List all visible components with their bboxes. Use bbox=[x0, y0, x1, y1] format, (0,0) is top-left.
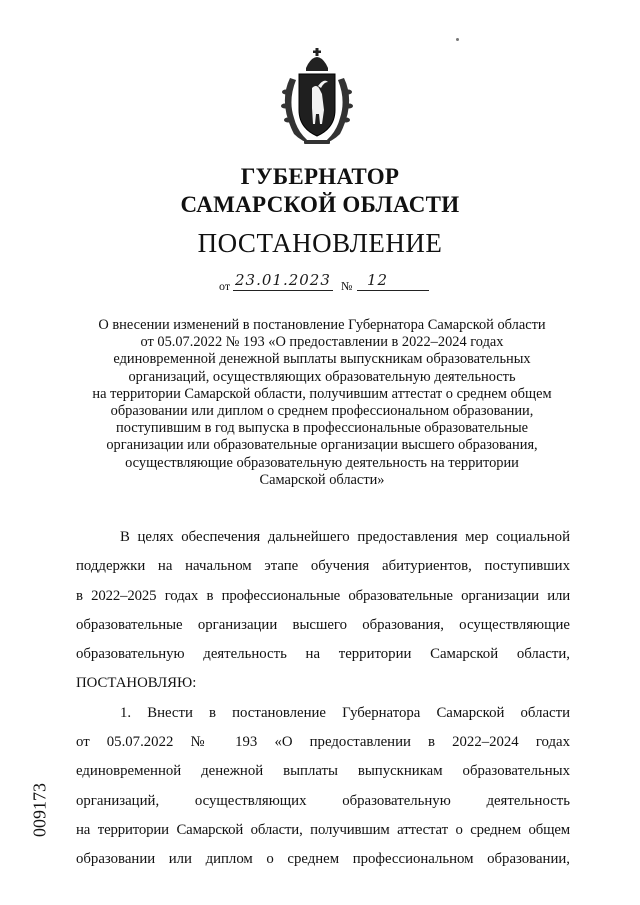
subject-line: организаций, осуществляющих образовательную деятельность bbox=[128, 368, 516, 385]
registration-line bbox=[219, 273, 479, 297]
preamble-line: образовательные организации высшего образования, осуществляющие bbox=[76, 616, 570, 633]
item1-line: от 05.07.2022 № 193 «О предоставлении в 2022–2024 годах bbox=[76, 734, 570, 751]
subject-line: от 05.07.2022 № 193 «О предоставлении в 2022–2024 годах bbox=[140, 334, 504, 351]
subject-line: Самарской области» bbox=[259, 471, 385, 488]
date-label: от bbox=[219, 279, 231, 293]
item1-line: 1. Внести в постановление Губернатора Самарской области bbox=[120, 704, 570, 721]
number-underline bbox=[357, 290, 429, 291]
subject-line: на территории Самарской области, получившим аттестат о среднем общем bbox=[92, 385, 552, 402]
number-label: № bbox=[341, 279, 353, 293]
issuer-title-line1: ГУБЕРНАТОР bbox=[240, 164, 400, 189]
document-body bbox=[76, 523, 570, 875]
date-handwritten: 23.01.2023 bbox=[235, 271, 331, 289]
document-type-heading: ПОСТАНОВЛЕНИЕ bbox=[197, 228, 443, 258]
subject-line: осуществляющие образовательную деятельность на территории bbox=[125, 454, 519, 471]
margin-serial-number bbox=[29, 783, 50, 837]
serial-number-text: 009173 bbox=[29, 783, 50, 837]
number-handwritten: 12 bbox=[367, 271, 389, 289]
preamble-line: образовательную деятельность на территории Самарской области, bbox=[76, 646, 570, 663]
subject-line: поступившим в год выпуска в профессиональные образовательные bbox=[116, 420, 528, 437]
subject-line: организации или образовательные организации высшего образования, bbox=[106, 437, 538, 454]
preamble-line: в 2022–2025 годах в профессиональные образовательные организации или bbox=[76, 587, 570, 604]
date-underline bbox=[233, 290, 333, 291]
item1-line: организаций, осуществляющих образовательную деятельность bbox=[76, 792, 570, 809]
scan-speck bbox=[456, 38, 459, 41]
preamble-line: В целях обеспечения дальнейшего предоставления мер социальной bbox=[120, 529, 570, 545]
item1-line: образовании или диплом о среднем профессиональном образовании, bbox=[76, 851, 570, 868]
document-subject bbox=[72, 317, 572, 489]
resolve-word: ПОСТАНОВЛЯЮ: bbox=[76, 675, 197, 692]
item1-line: единовременной денежной выплаты выпускникам образовательных bbox=[76, 763, 570, 780]
subject-line: образовании или диплом о среднем профессиональном образовании, bbox=[110, 403, 534, 420]
subject-line: О внесении изменений в постановление Губернатора Самарской области bbox=[98, 317, 546, 333]
coat-of-arms-emblem bbox=[272, 48, 362, 148]
subject-line: единовременной денежной выплаты выпускникам образовательных bbox=[113, 351, 531, 368]
issuer-title-line2: САМАРСКОЙ ОБЛАСТИ bbox=[180, 192, 460, 217]
crown-icon bbox=[306, 48, 328, 71]
preamble-line: поддержки на начальном этапе обучения абитуриентов, поступивших bbox=[76, 558, 570, 575]
item1-line: на территории Самарской области, получившим аттестат о среднем общем bbox=[76, 821, 570, 838]
